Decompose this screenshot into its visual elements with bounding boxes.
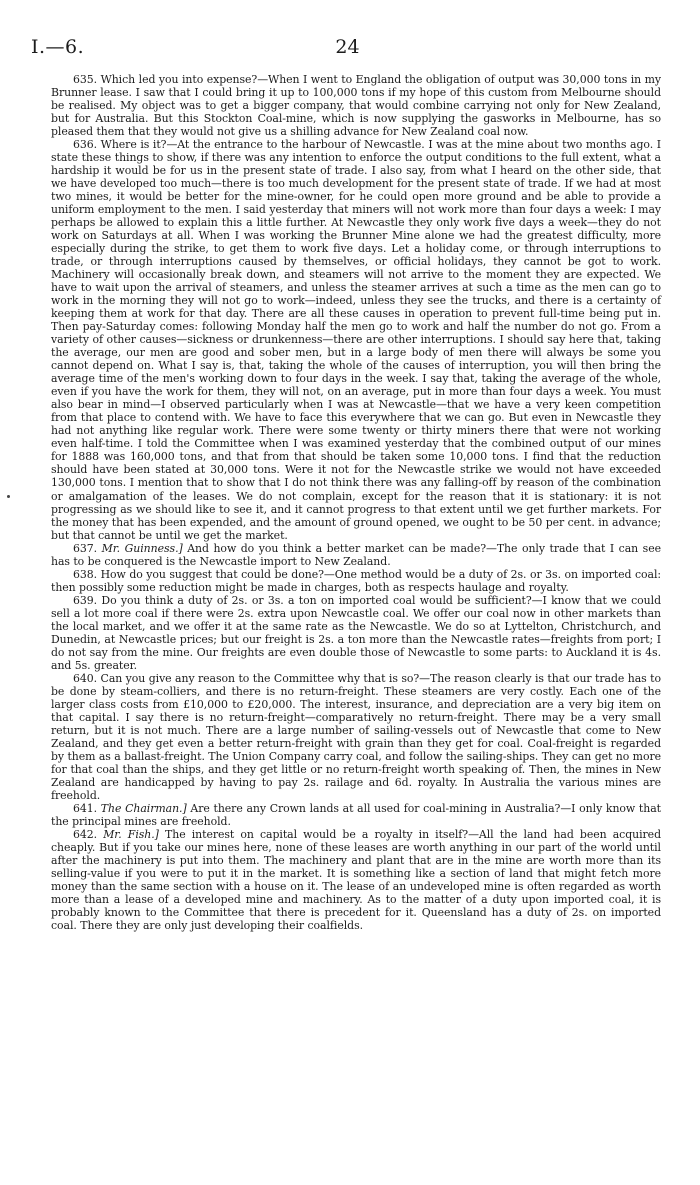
question-number: 641. <box>73 801 98 815</box>
question-number: 635. <box>73 73 98 86</box>
paragraph-642 <box>51 828 661 932</box>
testimony-body <box>51 73 661 932</box>
question-number: 638. <box>73 567 98 581</box>
speaker-name: The Chairman.] <box>100 801 187 815</box>
paragraph-638 <box>51 568 661 594</box>
page-number: 24 <box>335 36 360 58</box>
page-header <box>31 36 664 60</box>
paragraph-text: Which led you into expense?—When I went to England the obligation of output was 30,000 tons in my Brunner lease. I saw that I could bring it up to 100,000 tons if my hope of this custom from Melbourne should be realised. My object was to get a bigger company, that would combine carrying not only for New Zealand, but for Australia. But this Stockton Coal-mine, which is now supplying the gasworks in Melbourne, has so pleased them that they would not give us a shilling advance for New Zealand coal now. <box>51 73 661 139</box>
question-number: 639. <box>73 593 98 607</box>
paragraph-text: And how do you think a better market can be made?—The only trade that I can see has to be conquered is the Newcastle import to New Zealand. <box>51 541 661 568</box>
paragraph-text: Do you think a duty of 2s. or 3s. a ton on imported coal would be sufficient?—I know that we could sell a lot more coal if there were 2s. extra upon Newcastle coal. We offer our coal now in other markets than the local market, and we offer it at the same rate as the Newcastle. We do so at Lyttelton, Christchurch, and Dunedin, at Newcastle prices; but our freight is 2s. a ton more than the Newcastle rates—freights from port; I do not say from the mine. Our freights are even double those of Newcastle to some parts: to Auckland it is 4s. and 5s. greater. <box>51 593 661 672</box>
paragraph-640 <box>51 672 661 802</box>
question-number: 637. <box>73 541 98 555</box>
paragraph-639 <box>51 594 661 672</box>
paragraph-text: How do you suggest that could be done?—One method would be a duty of 2s. or 3s. on imported coal: then possibly some reduction might be made in charges, both as respects haulage and royalty. <box>51 567 661 594</box>
paragraph-text: Where is it?—At the entrance to the harbour of Newcastle. I was at the mine about two months ago. I state these things to show, if there was any intention to enforce the output conditions to the full extent, what a hardship it would be for us in the present state of trade. I also say, from what I heard on the other side, that we have developed too much—there is too much development for the present state of trade. If we had at most two mines, it would be better for the mine-owner, for he could open more ground and be able to provide a uniform employment to the men. I said yesterday that miners will not work more than four days a week: I may perhaps be allowed to explain this a little further. At Newcastle they only work five days a week—they do not work on Saturdays at all. When I was working the Brunner Mine alone we had the greatest difficulty, more especially during the strike, to get them to work five days. Let a holiday come, or through interruptions to trade, or through interruptions caused by themselves, or official holidays, they cannot be got to work. Machinery will occasionally break down, and steamers will not arrive to the moment they are expected. We have to wait upon the arrival of steamers, and unless the steamer arrives at such a time as the men can go to work in the morning they will not go to work—indeed, unless they see the trucks, and there is a certainty of keeping them at work for that day. There are all these causes in operation to prevent full-time being put in. Then pay-Saturday comes: following Monday half the men go to work and half the number do not go. From a variety of other causes—sickness or drunkenness—there are other interruptions. I should say here that, taking the average, our men are good and sober men, but in a large body of men there will always be some you cannot depend on. What I say is, that, taking the whole of the causes of interruption, you will then bring the average time of the men's working down to four days in the week. I say that, taking the average of the whole, even if you have the work for them, they will not, on an average, put in more than four days a week. You must also bear in mind—I observed particularly when I was at Newcastle—that we have a very keen competition from that place to contend with. We have to face this everywhere that we can go. But even in Newcastle they had not anything like regular work. There were some twenty or thirty miners there that were not working even half-time. I told the Committee when I was examined yesterday that the combined output of our mines for 1888 was 160,000 tons, and that from that should be taken some 10,000 tons. I find that the reduction should have been stated at 30,000 tons. Were it not for the Newcastle strike we would not have exceeded 130,000 tons. I mention that to show that I do not think there was any falling-off by reason of the combination or amalgamation of the leases. We do not complain, except for the reason that it is stationary: it is not progressing as we should like to see it, and it cannot progress to that extent until we get further markets. For the money that has been expended, and the amount of ground opened, we ought to be 50 per cent. in advance; but that cannot be until we get the market. <box>51 138 661 542</box>
paragraph-text: Are there any Crown lands at all used for coal-mining in Australia?—I only know that the principal mines are freehold. <box>51 801 661 828</box>
question-number: 636. <box>73 138 98 152</box>
paragraph-641 <box>51 802 661 828</box>
question-number: 640. <box>73 671 98 685</box>
paragraph-635 <box>51 73 661 138</box>
speaker-name: Mr. Guinness.] <box>101 541 183 555</box>
paragraph-text: Can you give any reason to the Committee why that is so?—The reason clearly is that our trade has to be done by steam-colliers, and there is no return-freight. These steamers are very costly. Each one of the larger class costs from £10,000 to £20,000. The interest, insurance, and depreciation are a very big item on that capital. I say there is no return-freight—comparatively no return-freight. There may be a very small return, but it is not much. There are a large number of sailing-vessels out of Newcastle that come to New Zealand, and they get even a better return-freight with grain than they get for coal. Coal-freight is regarded by them as a ballast-freight. The Union Company carry coal, and follow the sailing-ships. They can get no more for that coal than the ships, and they get little or no return-freight worth speaking of. Then, the mines in New Zealand are handicapped by having to pay 2s. railage and 6d. royalty. In Australia the various mines are freehold. <box>51 671 661 802</box>
speaker-name: Mr. Fish.] <box>103 827 159 841</box>
paragraph-text: The interest on capital would be a royalty in itself?—All the land had been acquired cheaply. But if you take our mines here, none of these leases are worth anything in our part of the world until after the machinery is put into them. The machinery and plant that are in the mine are worth more than its selling-value if you were to put it in the market. It is something like a section of land that might fetch more money than the same section with a house on it. The lease of an undeveloped mine is often regarded as worth more than a lease of a developed mine and machinery. As to the matter of a duty upon imported coal, it is probably known to the Committee that there is precedent for it. Queensland has a duty of 2s. on imported coal. There they are only just developing their coalfields. <box>51 827 662 933</box>
margin-mark <box>7 495 10 498</box>
document-reference: I.—6. <box>31 36 85 58</box>
paragraph-636 <box>51 138 661 541</box>
paragraph-637 <box>51 542 661 568</box>
question-number: 642. <box>73 827 98 841</box>
